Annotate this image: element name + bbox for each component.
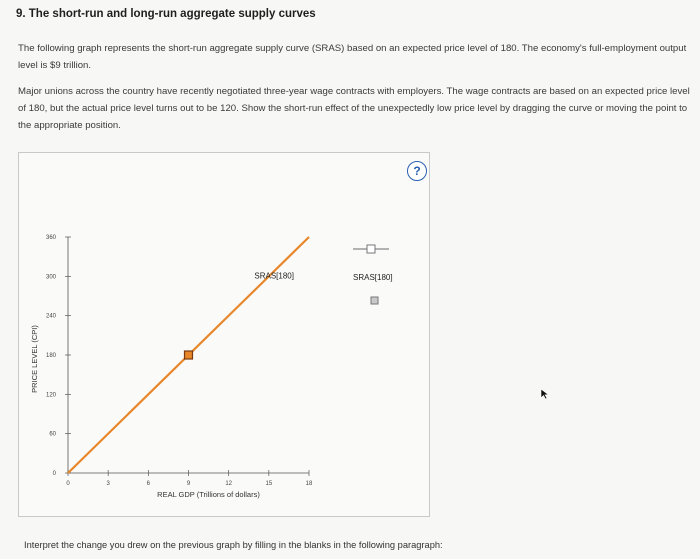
y-tick-label: 360 xyxy=(45,235,56,241)
x-tick-label: 15 xyxy=(265,481,273,487)
y-tick-label: 180 xyxy=(45,353,56,359)
x-axis-title: REAL GDP (Trillions of dollars) xyxy=(157,490,260,499)
y-tick-label: 120 xyxy=(45,392,56,399)
y-tick-label: 60 xyxy=(49,431,56,438)
intro-paragraph: The following graph represents the short-run aggregate supply curve (SRAS) based on an expected price level of 180. The economy's full-employment output level is $9 trillion. xyxy=(18,43,687,71)
instructions-paragraph: Major unions across the country have recently negotiated three-year wage contracts with employers. The wage contracts are based on an expected price level of 180, but the actual price level turns out to be 120. Show the short-run effect of the unexpectedly low price level by dragging the curve or moving the point to the appropriate position. xyxy=(18,86,690,131)
x-tick-label: 9 xyxy=(186,481,191,487)
x-tick-label: 18 xyxy=(305,481,313,487)
y-tick-label: 300 xyxy=(45,274,56,281)
y-axis-title: PRICE LEVEL (CPI) xyxy=(30,325,39,393)
legend-square-icon[interactable] xyxy=(367,245,375,253)
sras-point-marker[interactable] xyxy=(185,351,193,359)
x-tick-label: 12 xyxy=(225,481,233,487)
x-tick-label: 3 xyxy=(106,481,110,487)
sras-chart xyxy=(19,153,429,516)
chart-marks xyxy=(68,237,389,473)
y-tick-label: 0 xyxy=(52,471,56,477)
x-tick-label: 6 xyxy=(146,481,151,487)
help-icon[interactable]: ? xyxy=(407,161,427,181)
sras-curve-label: SRAS[180] xyxy=(254,271,294,281)
legend-point-icon[interactable] xyxy=(371,297,378,304)
graph-panel xyxy=(18,152,430,517)
question-title: 9. The short-run and long-run aggregate supply curves xyxy=(16,8,316,20)
x-tick-label: 0 xyxy=(66,481,70,487)
interpretation-prompt: Interpret the change you drew on the previous graph by filling in the blanks in the following paragraph: xyxy=(24,540,443,550)
legend-label: SRAS[180] xyxy=(353,273,393,282)
y-tick-label: 240 xyxy=(45,313,56,320)
